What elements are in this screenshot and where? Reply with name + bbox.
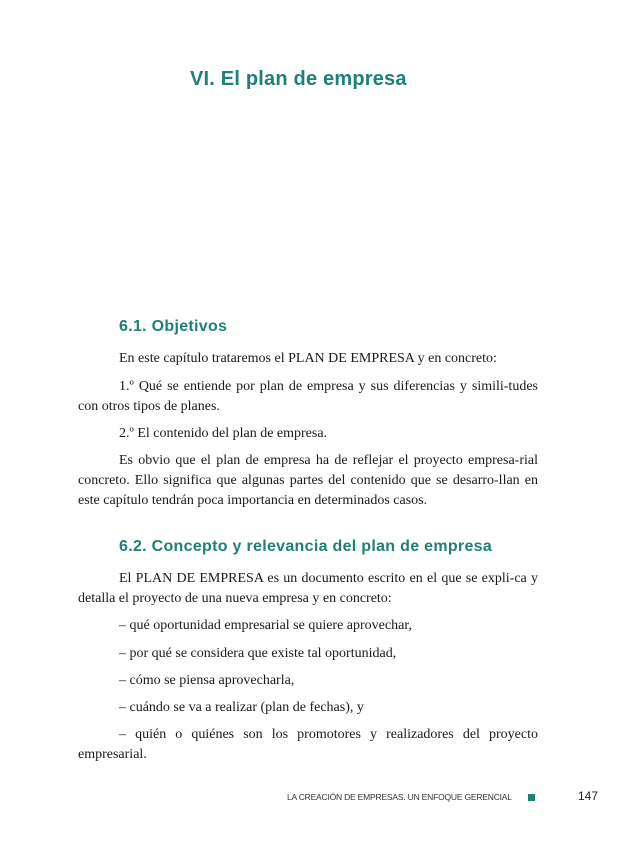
running-footer-title: LA CREACIÓN DE EMPRESAS. UN ENFOQUE GERENCIAL	[287, 792, 512, 802]
list-item: – por qué se considera que existe tal oportunidad,	[119, 646, 397, 661]
list-item: – cuándo se va a realizar (plan de fechas), y	[119, 700, 364, 715]
paragraph: El PLAN DE EMPRESA es un documento escrito en el que se expli-ca y detalla el proyecto de una nueva empresa y en concreto:	[78, 571, 538, 606]
list-item: – quién o quiénes son los promotores y realizadores del proyecto empresarial.	[78, 727, 538, 762]
section-heading-objetivos: 6.1. Objetivos	[119, 318, 228, 335]
paragraph: 2.º El contenido del plan de empresa.	[119, 426, 328, 441]
footer-square-icon	[528, 794, 535, 801]
list-item: – qué oportunidad empresarial se quiere aprovechar,	[119, 618, 412, 633]
page-number: 147	[578, 789, 599, 803]
section-heading-concepto: 6.2. Concepto y relevancia del plan de empresa	[119, 538, 493, 555]
paragraph: En este capítulo trataremos el PLAN DE EMPRESA y en concreto:	[119, 351, 497, 366]
paragraph: Es obvio que el plan de empresa ha de reflejar el proyecto empresa-rial concreto. Ello significa que algunas partes del contenido que se desarro-llan en este capítulo tendrán poca importancia en determinados casos.	[78, 453, 538, 508]
chapter-title: VI. El plan de empresa	[190, 68, 407, 90]
list-item: – cómo se piensa aprovecharla,	[119, 673, 295, 688]
paragraph: 1.º Qué se entiende por plan de empresa y sus diferencias y simili-tudes con otros tipos de planes.	[78, 379, 538, 414]
